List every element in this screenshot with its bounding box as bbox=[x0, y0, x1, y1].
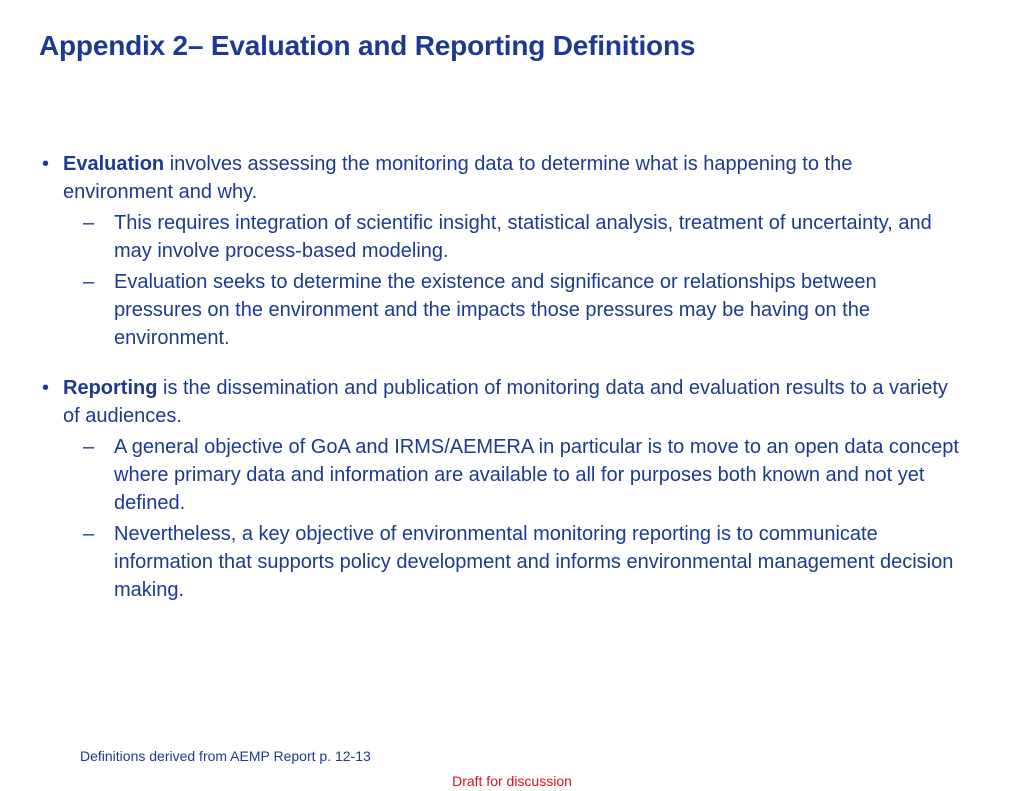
sub-bullet-text: Nevertheless, a key objective of environmental monitoring reporting is to communicate information that supports policy development and informs environmental management decision making. bbox=[114, 523, 954, 601]
bullet-marker: • bbox=[42, 153, 50, 175]
sub-bullet-marker: – bbox=[83, 436, 95, 458]
sub-bullet bbox=[63, 209, 960, 265]
slide-body bbox=[40, 150, 960, 604]
draft-note: Draft for discussion bbox=[452, 773, 572, 789]
sub-bullet-marker: – bbox=[83, 271, 95, 293]
slide-title: Appendix 2– Evaluation and Reporting Definitions bbox=[39, 30, 696, 61]
bullet-text: is the dissemination and publication of monitoring data and evaluation results to a variety of audiences. bbox=[63, 377, 948, 427]
sub-bullet bbox=[63, 268, 960, 352]
sub-bullet-marker: – bbox=[83, 212, 95, 234]
sub-bullet-marker: – bbox=[83, 523, 95, 545]
sub-bullet-text: A general objective of GoA and IRMS/AEMERA in particular is to move to an open data concept where primary data and information are available to all for purposes both known and not yet defined. bbox=[114, 436, 959, 514]
bullet-term: Reporting bbox=[63, 377, 158, 399]
bullet-term: Evaluation bbox=[63, 153, 165, 175]
bullet-reporting bbox=[40, 374, 960, 604]
bullet-text: involves assessing the monitoring data to determine what is happening to the environment and why. bbox=[63, 153, 853, 203]
sub-bullet bbox=[63, 433, 960, 517]
sub-bullet bbox=[63, 520, 960, 604]
bullet-marker: • bbox=[42, 377, 50, 399]
footnote: Definitions derived from AEMP Report p. 12-13 bbox=[80, 748, 371, 764]
sub-bullet-text: Evaluation seeks to determine the existence and significance or relationships between pressures on the environment and the impacts those pressures may be having on the environment. bbox=[114, 271, 877, 349]
sub-bullet-text: This requires integration of scientific insight, statistical analysis, treatment of uncertainty, and may involve process-based modeling. bbox=[114, 212, 932, 262]
bullet-evaluation bbox=[40, 150, 960, 352]
